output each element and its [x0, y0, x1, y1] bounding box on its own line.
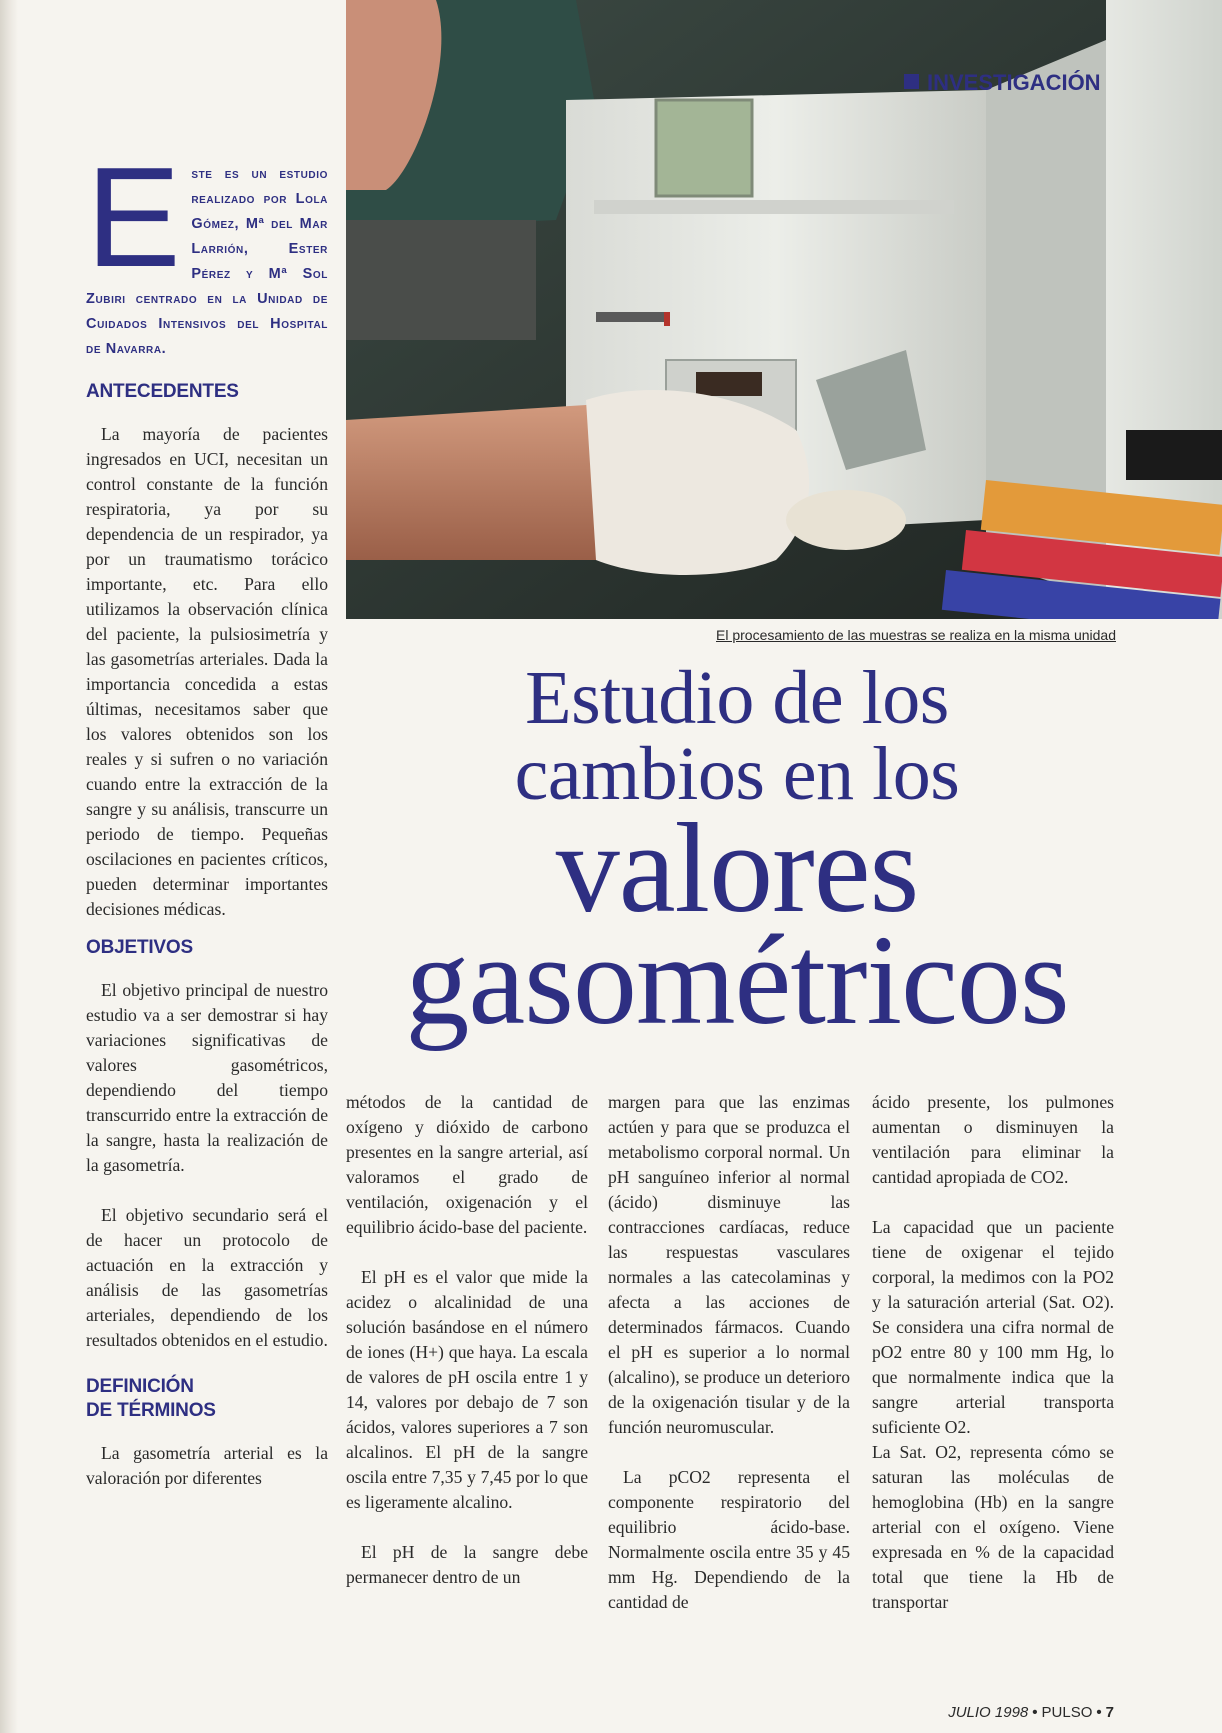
bullet-separator-icon: • [1032, 1704, 1038, 1721]
section-label: INVESTIGACIÓN [927, 70, 1101, 95]
paragraph-col3-2: La pCO2 representa el componente respiratorio del equilibrio ácido-base. Normalmente oscila entre 35 y 45 mm Hg. Dependiendo de la cantidad de [608, 1467, 850, 1612]
page-gutter [0, 0, 18, 1733]
article-title [352, 656, 1122, 1051]
paragraph-col2-3: El pH de la sangre debe permanecer dentro de un [346, 1542, 588, 1587]
paragraph-col2-1: métodos de la cantidad de oxígeno y dióxido de carbono presentes en la sangre arterial, así valoramos el grado de ventilación, oxigenación y el equilibrio ácido-base del paciente. [346, 1092, 588, 1237]
heading-definicion [86, 1375, 328, 1423]
paragraph-col2-2: El pH es el valor que mide la acidez o alcalinidad de una solución basándose en el número de iones (H+) que haya. La escala de valores de pH oscila entre 1 y 14, valores por debajo de 7 son ácidos, valores superiores a 7 son alcalinos. El pH de la sangre oscila entre 7,35 y 7,45 por lo que es ligeramente alcalino. [346, 1267, 588, 1512]
issue-date: JULIO 1998 [948, 1704, 1029, 1721]
column-3 [608, 1090, 850, 1615]
title-line-3: valores [555, 797, 919, 939]
paragraph-col4-2: La capacidad que un paciente tiene de oxigenar el tejido corporal, la medimos con la PO2 y la saturación arterial (Sat. O2). Se considera una cifra normal de pO2 entre 80 y 100 mm Hg, lo que normalmente indica que la sangre arterial transporta suficiente O2. [872, 1217, 1114, 1437]
heading-antecedentes: ANTECEDENTES [86, 381, 239, 402]
photo-caption: El procesamiento de las muestras se realiza en la misma unidad [716, 627, 1116, 643]
paragraph-col4-3: La Sat. O2, representa cómo se saturan las moléculas de hemoglobina (Hb) en la sangre arterial con el oxígeno. Viene expresada en % de la capacidad total que tiene la Hb de transportar [872, 1442, 1114, 1612]
page-footer [900, 1704, 1114, 1721]
heading-definicion-line2: DE TÉRMINOS [86, 1400, 216, 1421]
paragraph-objetivos-2: El objetivo secundario será el de hacer un protocolo de actuación en la extracción y análisis de las gasometrías arteriales, dependiendo de los resultados obtenidos en el estudio. [86, 1205, 328, 1350]
bullet-separator-icon: • [1096, 1704, 1102, 1721]
intro-text: ste es un estudio realizado por Lola Gómez, Mª del Mar Larrión, Ester Pérez y Mª Sol Zubiri centrado en la Unidad de Cuidados Intensivos del Hospital de Navarra. [86, 166, 328, 357]
intro-lede [86, 138, 328, 362]
page-number: 7 [1105, 1704, 1114, 1721]
square-bullet-icon [904, 74, 919, 89]
paragraph-antecedentes: La mayoría de pacientes ingresados en UCI, necesitan un control constante de la función respiratoria, ya por su dependencia de un respirador, ya por un traumatismo torácico importante, etc. Para ello utilizamos la observación clínica del paciente, la pulsiosimetría y las gasometrías arteriales. Dada la importancia concedida a estas últimas, necesitamos saber que los valores obtenidos son los reales y si sufren o no variación cuando entre la extracción de la sangre y su análisis, transcurre un periodo de tiempo. Pequeñas oscilaciones en pacientes críticos, pueden determinar importantes decisiones médicas. [86, 424, 328, 919]
column-2 [346, 1090, 588, 1590]
heading-definicion-line1: DEFINICIÓN [86, 1376, 194, 1397]
paragraph-definicion: La gasometría arterial es la valoración por diferentes [86, 1443, 328, 1488]
column-4 [872, 1090, 1114, 1615]
paragraph-objetivos-1: El objetivo principal de nuestro estudio va a ser demostrar si hay variaciones significativas de valores gasométricos, dependiendo del tiempo transcurrido entre la extracción de la sangre, hasta la realización de la gasometría. [86, 980, 328, 1175]
section-tag [904, 70, 1116, 96]
title-line-1: Estudio de los [525, 656, 949, 740]
paragraph-col3-1: margen para que las enzimas actúen y para que se produzca el metabolismo corporal normal. Un pH sanguíneo inferior al normal (ácido) disminuye las contracciones cardíacas, reduce las respuestas vasculares normales a las catecolaminas y afecta a las acciones de determinados fármacos. Cuando el pH es superior a lo normal (alcalino), se produce un deterioro de la oxigenación tisular y de la función neuromuscular. [608, 1092, 850, 1437]
paragraph-col4-1: ácido presente, los pulmones aumentan o disminuyen la ventilación para eliminar la cantidad apropiada de CO2. [872, 1092, 1114, 1187]
title-line-2: cambios en los [514, 732, 960, 816]
heading-objetivos: OBJETIVOS [86, 937, 193, 958]
magazine-name: PULSO [1041, 1704, 1093, 1721]
drop-cap: E [86, 138, 182, 297]
column-1 [86, 380, 328, 1491]
title-line-4: gasométricos [405, 909, 1069, 1051]
